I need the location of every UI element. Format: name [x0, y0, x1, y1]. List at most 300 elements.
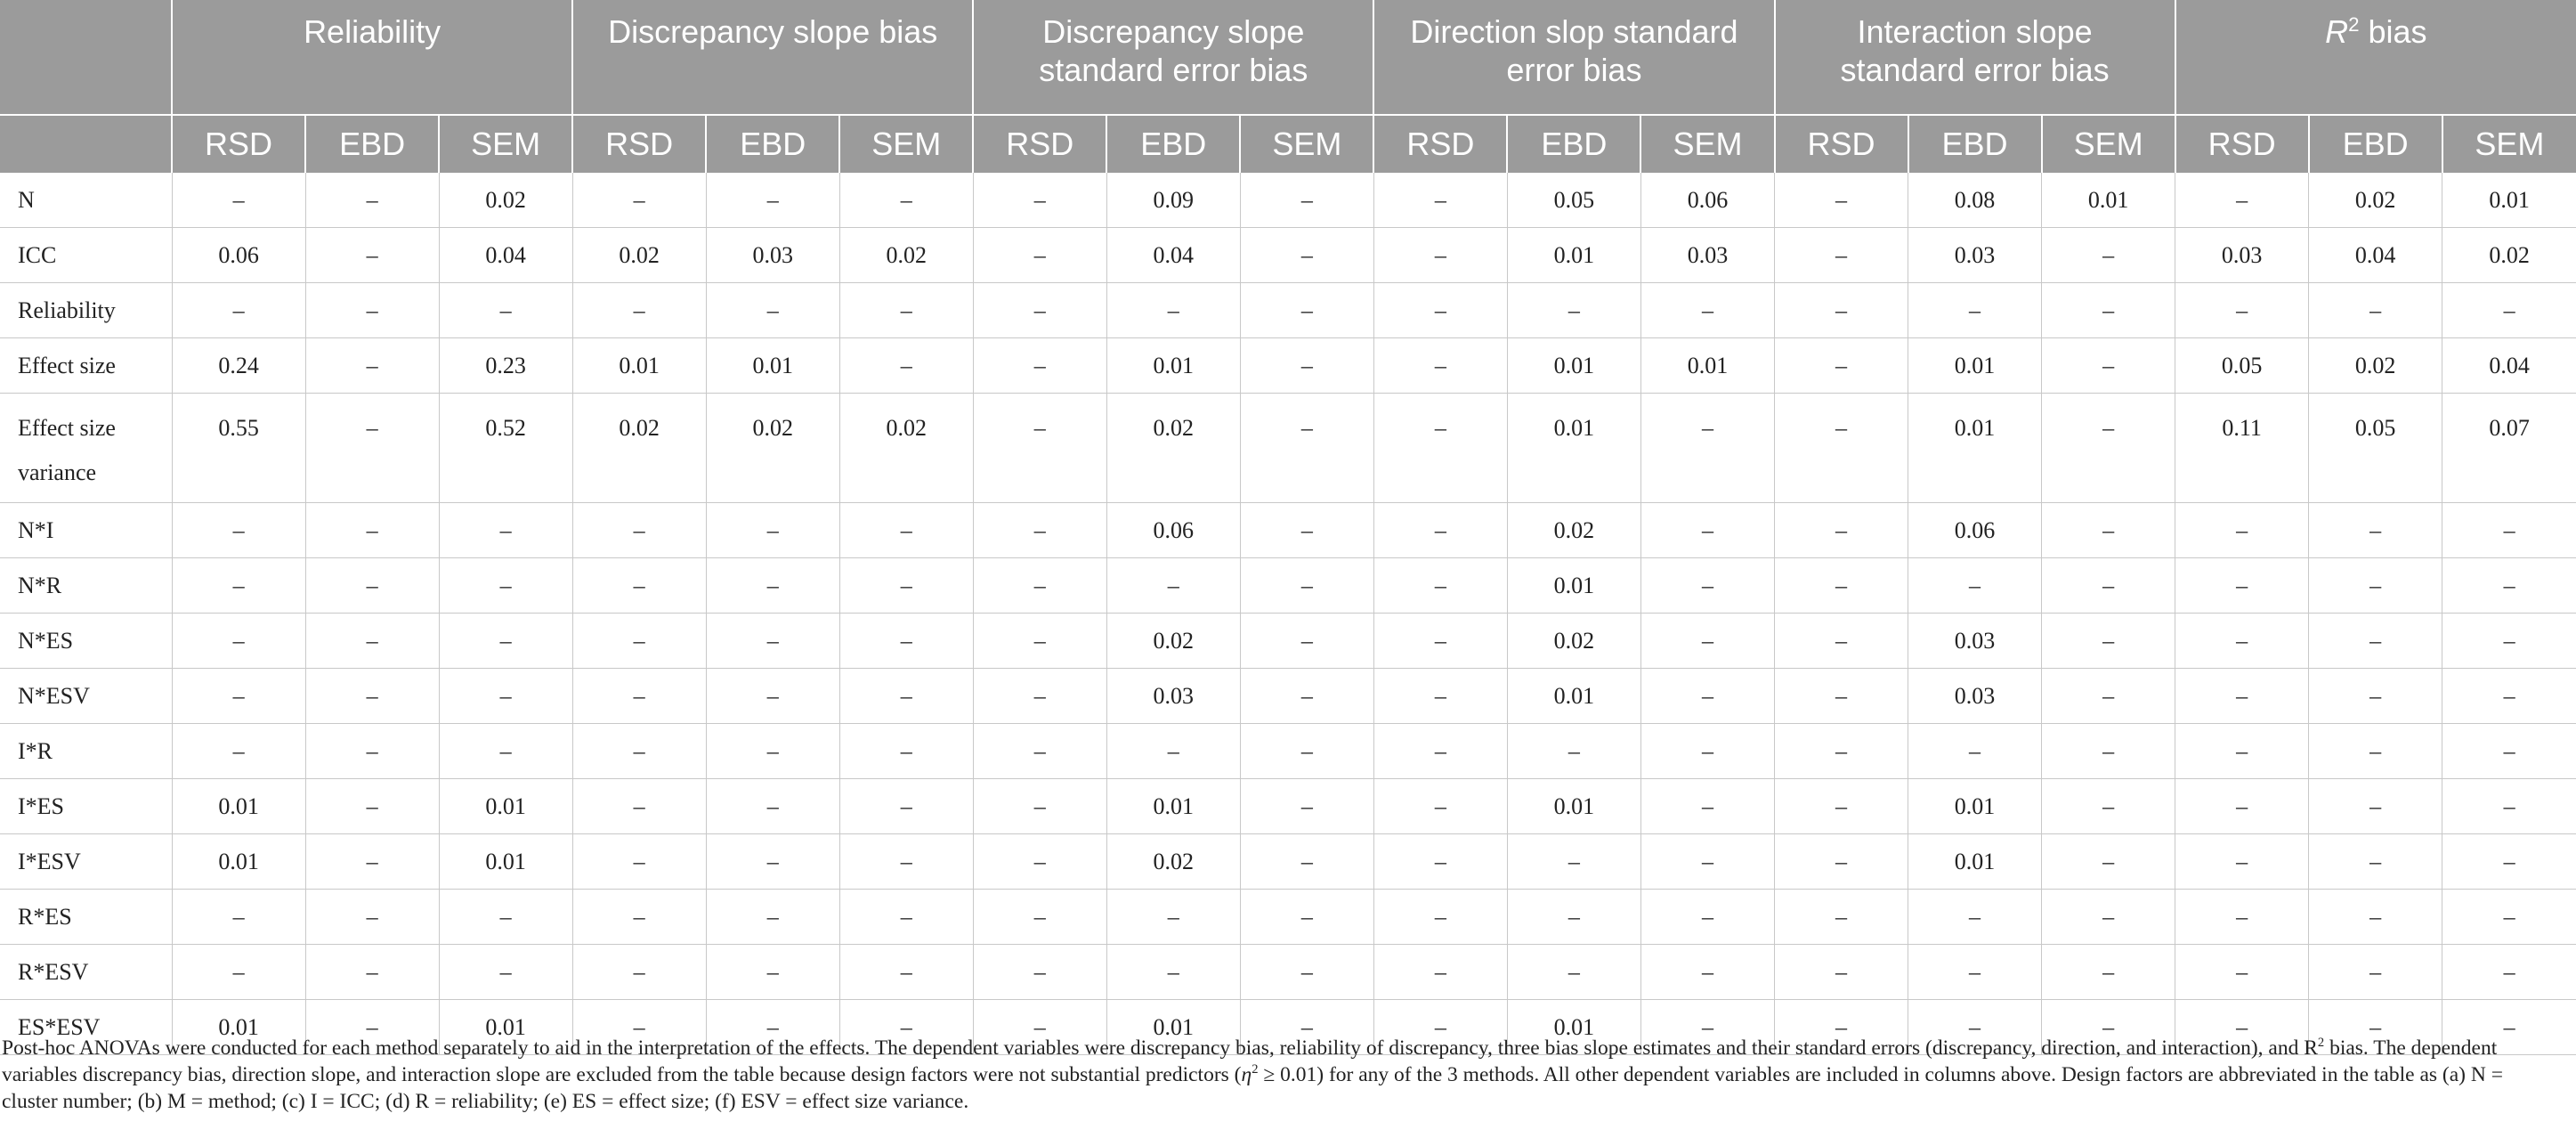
value-cell: 0.11 [2175, 394, 2309, 503]
value-cell: 0.03 [2175, 228, 2309, 283]
value-cell: – [1775, 890, 1908, 945]
value-cell: – [2309, 503, 2442, 558]
value-cell: – [1373, 338, 1507, 394]
value-cell: – [706, 890, 839, 945]
method-subheader: RSD [973, 115, 1106, 173]
group-header-label: Direction slop standard [1410, 13, 1738, 50]
method-subheader: SEM [1240, 115, 1373, 173]
row-label: Effect size [18, 352, 116, 378]
value-cell: – [1373, 669, 1507, 724]
value-cell: 0.01 [1106, 338, 1240, 394]
value-cell: – [305, 614, 439, 669]
value-cell: 0.07 [2442, 394, 2576, 503]
value-cell: – [1240, 890, 1373, 945]
row-label: R*ESV [18, 958, 89, 985]
value-cell: – [706, 283, 839, 338]
method-subheader: EBD [1908, 115, 2042, 173]
value-cell: 0.02 [572, 394, 706, 503]
value-cell: – [172, 724, 305, 779]
value-cell: – [706, 614, 839, 669]
row-label: I*ES [18, 792, 64, 819]
value-cell: – [2309, 834, 2442, 890]
method-subheader: SEM [2042, 115, 2175, 173]
value-cell: 0.01 [1908, 779, 2042, 834]
value-cell: – [1775, 945, 1908, 1000]
value-cell: – [973, 945, 1106, 1000]
value-cell: 0.08 [1908, 173, 2042, 228]
value-cell: – [439, 558, 572, 614]
value-cell: – [1640, 394, 1774, 503]
value-cell: – [1908, 724, 2042, 779]
value-cell: – [1240, 558, 1373, 614]
value-cell: 0.01 [1507, 228, 1640, 283]
value-cell: – [1775, 1000, 1908, 1055]
method-subheader: RSD [172, 115, 305, 173]
value-cell: – [2309, 779, 2442, 834]
table-row [0, 834, 2576, 890]
value-cell: 0.01 [1507, 558, 1640, 614]
value-cell: – [973, 228, 1106, 283]
value-cell: 0.01 [1908, 834, 2042, 890]
value-cell: – [439, 724, 572, 779]
value-cell: – [2042, 890, 2175, 945]
value-cell: 0.52 [439, 394, 572, 503]
value-cell: – [1240, 945, 1373, 1000]
value-cell: 0.55 [172, 394, 305, 503]
row-label: N*ES [18, 627, 74, 654]
value-cell: – [973, 669, 1106, 724]
footnote-superscript: 2 [1252, 1062, 1259, 1077]
value-cell: – [2042, 945, 2175, 1000]
value-cell: 0.01 [1507, 338, 1640, 394]
table-header [0, 0, 2576, 173]
row-label: N [18, 186, 35, 213]
value-cell: – [572, 283, 706, 338]
group-header-interaction-slope-se-bias [1775, 0, 2175, 115]
value-cell: – [305, 228, 439, 283]
value-cell: – [572, 779, 706, 834]
value-cell: 0.01 [1507, 1000, 1640, 1055]
value-cell: – [1240, 834, 1373, 890]
value-cell: – [2042, 503, 2175, 558]
value-cell: – [1240, 283, 1373, 338]
row-label: I*R [18, 737, 53, 764]
value-cell: – [706, 724, 839, 779]
group-header-label: Reliability [304, 13, 441, 50]
value-cell: – [1775, 338, 1908, 394]
value-cell: 0.02 [1106, 834, 1240, 890]
value-cell: – [2175, 890, 2309, 945]
value-cell: – [1240, 228, 1373, 283]
value-cell: – [706, 669, 839, 724]
table-body [0, 173, 2576, 1055]
value-cell: 0.01 [1640, 338, 1774, 394]
value-cell: 0.01 [572, 338, 706, 394]
value-cell: – [973, 890, 1106, 945]
value-cell: – [839, 779, 973, 834]
footnote-text-1: Post-hoc ANOVAs were conducted for each method separately to aid in the interpretation of the effects. The dependent variables were discrepancy bias, reliability of discrepancy, three bias slope estimates and their standard errors (discrepancy, direction, and interaction), and R [2, 1036, 2318, 1060]
value-cell: – [973, 779, 1106, 834]
row-label: ES*ESV [18, 1013, 101, 1040]
value-cell: – [305, 283, 439, 338]
value-cell: – [2442, 283, 2576, 338]
value-cell: 0.03 [1640, 228, 1774, 283]
value-cell: 0.01 [439, 779, 572, 834]
group-header-label: Discrepancy slope [1042, 13, 1305, 50]
row-label: N*ESV [18, 682, 90, 709]
value-cell: – [2042, 228, 2175, 283]
value-cell: – [839, 283, 973, 338]
row-label-cell [0, 173, 172, 228]
r-symbol: R [2325, 13, 2349, 50]
value-cell: – [172, 945, 305, 1000]
row-label-cell [0, 614, 172, 669]
value-cell: – [2175, 669, 2309, 724]
footnote-superscript: 2 [2317, 1036, 2325, 1051]
r-squared-superscript: 2 [2348, 13, 2360, 36]
value-cell: – [172, 283, 305, 338]
value-cell: – [1640, 945, 1774, 1000]
value-cell: 0.01 [2042, 173, 2175, 228]
value-cell: – [1106, 558, 1240, 614]
value-cell: – [973, 724, 1106, 779]
value-cell: – [439, 283, 572, 338]
row-label: N*I [18, 516, 54, 543]
value-cell: – [305, 503, 439, 558]
method-subheader: EBD [2309, 115, 2442, 173]
value-cell: – [305, 890, 439, 945]
value-cell: – [1775, 779, 1908, 834]
value-cell: – [706, 779, 839, 834]
row-label: R*ES [18, 903, 72, 930]
value-cell: 0.05 [2175, 338, 2309, 394]
row-label-cell [0, 338, 172, 394]
value-cell: 0.01 [172, 779, 305, 834]
value-cell: – [2442, 614, 2576, 669]
value-cell: – [2309, 669, 2442, 724]
value-cell: – [706, 503, 839, 558]
value-cell: – [1640, 890, 1774, 945]
value-cell: – [1775, 558, 1908, 614]
value-cell: – [2175, 1000, 2309, 1055]
value-cell: – [572, 724, 706, 779]
value-cell: – [1775, 394, 1908, 503]
value-cell: – [439, 503, 572, 558]
value-cell: – [439, 669, 572, 724]
value-cell: – [1373, 228, 1507, 283]
value-cell: – [2175, 779, 2309, 834]
value-cell: – [172, 669, 305, 724]
footnote-text-2: bias. The dependent variables discrepancy bias, direction slope, and interaction slope are excluded from the table because design factors were not substantial predictors ( [2, 1036, 2498, 1086]
value-cell: – [1373, 834, 1507, 890]
value-cell: – [572, 669, 706, 724]
table-row [0, 338, 2576, 394]
method-subheader: RSD [1373, 115, 1507, 173]
eta-symbol: η [1241, 1063, 1252, 1086]
value-cell: – [973, 283, 1106, 338]
value-cell: – [839, 338, 973, 394]
value-cell: – [839, 173, 973, 228]
value-cell: – [2309, 945, 2442, 1000]
value-cell: – [1240, 394, 1373, 503]
value-cell: – [2175, 614, 2309, 669]
value-cell: – [1507, 945, 1640, 1000]
value-cell: – [1240, 503, 1373, 558]
value-cell: – [973, 338, 1106, 394]
value-cell: – [1775, 503, 1908, 558]
value-cell: – [305, 173, 439, 228]
value-cell: – [1640, 724, 1774, 779]
method-subheader: SEM [839, 115, 973, 173]
value-cell: – [1775, 283, 1908, 338]
row-label: ICC [18, 241, 57, 268]
value-cell: – [1640, 779, 1774, 834]
value-cell: – [1373, 503, 1507, 558]
method-subheader: RSD [572, 115, 706, 173]
value-cell: – [706, 1000, 839, 1055]
value-cell: – [706, 558, 839, 614]
row-label-cell [0, 283, 172, 338]
footnote-text-3: ≥ 0.01) for any of the 3 methods. All other dependent variables are included in columns above. Design factors are abbreviated in the table as (a) N = cluster number; (b) M = method; (c) I = ICC; (d) R = reliability; (e) ES = effect size; (f) ESV = effect size variance. [2, 1063, 2503, 1113]
table-row [0, 228, 2576, 283]
value-cell: – [2175, 834, 2309, 890]
value-cell: – [2175, 945, 2309, 1000]
value-cell: 0.02 [706, 394, 839, 503]
value-cell: – [2309, 1000, 2442, 1055]
value-cell: – [706, 945, 839, 1000]
value-cell: – [572, 558, 706, 614]
value-cell: – [572, 173, 706, 228]
value-cell: – [439, 614, 572, 669]
value-cell: – [1775, 614, 1908, 669]
method-subheader: SEM [2442, 115, 2576, 173]
value-cell: – [1373, 890, 1507, 945]
value-cell: – [572, 890, 706, 945]
value-cell: 0.01 [172, 834, 305, 890]
row-label-cell [0, 558, 172, 614]
value-cell: 0.03 [1908, 228, 2042, 283]
value-cell: – [1775, 834, 1908, 890]
row-label-cell [0, 724, 172, 779]
value-cell: – [2042, 669, 2175, 724]
table-row [0, 558, 2576, 614]
value-cell: 0.02 [1106, 614, 1240, 669]
table-row [0, 614, 2576, 669]
sub-header-row [0, 115, 2576, 173]
row-label-cell [0, 890, 172, 945]
value-cell: 0.05 [2309, 394, 2442, 503]
method-subheader: EBD [1507, 115, 1640, 173]
value-cell: – [1240, 724, 1373, 779]
value-cell: – [1373, 283, 1507, 338]
value-cell: 0.01 [1507, 394, 1640, 503]
value-cell: – [2175, 173, 2309, 228]
value-cell: – [2442, 503, 2576, 558]
table-row [0, 724, 2576, 779]
value-cell: – [172, 558, 305, 614]
method-subheader: RSD [1775, 115, 1908, 173]
value-cell: – [1640, 503, 1774, 558]
value-cell: – [2042, 779, 2175, 834]
row-label-cell [0, 228, 172, 283]
table-row [0, 503, 2576, 558]
method-subheader: EBD [1106, 115, 1240, 173]
value-cell: 0.01 [439, 834, 572, 890]
table-row [0, 283, 2576, 338]
value-cell: – [1240, 338, 1373, 394]
group-header-reliability [172, 0, 572, 115]
row-label-cell [0, 503, 172, 558]
group-header-direction-slope-se-bias [1373, 0, 1774, 115]
table-row [0, 890, 2576, 945]
value-cell: – [1240, 173, 1373, 228]
value-cell: 0.01 [1507, 779, 1640, 834]
value-cell: 0.04 [1106, 228, 1240, 283]
value-cell: – [2175, 503, 2309, 558]
value-cell: – [1775, 669, 1908, 724]
value-cell: 0.01 [439, 1000, 572, 1055]
value-cell: – [1908, 945, 2042, 1000]
value-cell: – [572, 1000, 706, 1055]
row-label: N*R [18, 572, 62, 598]
value-cell: – [572, 614, 706, 669]
value-cell: – [1373, 558, 1507, 614]
value-cell: 0.06 [1106, 503, 1240, 558]
value-cell: – [1908, 283, 2042, 338]
group-header-label-line2: standard error bias [1840, 52, 2110, 88]
group-header-r2-bias [2175, 0, 2576, 115]
value-cell: 0.02 [1507, 503, 1640, 558]
table-row [0, 669, 2576, 724]
value-cell: 0.04 [439, 228, 572, 283]
value-cell: – [305, 945, 439, 1000]
value-cell: 0.01 [172, 1000, 305, 1055]
value-cell: – [1240, 669, 1373, 724]
value-cell: – [172, 503, 305, 558]
method-subheader: EBD [305, 115, 439, 173]
value-cell: – [839, 614, 973, 669]
value-cell: – [1507, 283, 1640, 338]
value-cell: 0.03 [1908, 614, 2042, 669]
group-header-label-line2: standard error bias [1039, 52, 1308, 88]
table-row [0, 394, 2576, 503]
method-subheader: EBD [706, 115, 839, 173]
row-label-cell [0, 394, 172, 503]
row-label-line2: variance [18, 459, 97, 485]
value-cell: 0.02 [572, 228, 706, 283]
value-cell: – [305, 779, 439, 834]
row-label: I*ESV [18, 848, 81, 874]
value-cell: – [572, 503, 706, 558]
value-cell: – [2309, 724, 2442, 779]
value-cell: 0.04 [2442, 338, 2576, 394]
value-cell: 0.09 [1106, 173, 1240, 228]
value-cell: – [2442, 890, 2576, 945]
group-header-discrepancy-slope-bias [572, 0, 973, 115]
value-cell: 0.02 [2309, 338, 2442, 394]
value-cell: – [2175, 724, 2309, 779]
corner-header-cell [0, 0, 172, 115]
value-cell: – [1507, 724, 1640, 779]
value-cell: – [2042, 283, 2175, 338]
value-cell: – [2309, 614, 2442, 669]
value-cell: – [2442, 669, 2576, 724]
value-cell: – [706, 834, 839, 890]
value-cell: 0.24 [172, 338, 305, 394]
value-cell: 0.01 [706, 338, 839, 394]
value-cell: – [973, 1000, 1106, 1055]
value-cell: 0.01 [1106, 779, 1240, 834]
value-cell: – [1106, 890, 1240, 945]
value-cell: 0.02 [839, 394, 973, 503]
value-cell: – [706, 173, 839, 228]
value-cell: – [2442, 834, 2576, 890]
corner-subheader-cell [0, 115, 172, 173]
value-cell: 0.03 [1908, 669, 2042, 724]
value-cell: – [973, 834, 1106, 890]
value-cell: 0.23 [439, 338, 572, 394]
value-cell: – [1240, 614, 1373, 669]
value-cell: – [2442, 779, 2576, 834]
value-cell: – [305, 338, 439, 394]
value-cell: – [2175, 283, 2309, 338]
value-cell: – [572, 945, 706, 1000]
group-header-label-line2: error bias [1506, 52, 1642, 88]
value-cell: – [2442, 558, 2576, 614]
group-header-label: Discrepancy slope bias [608, 13, 938, 50]
value-cell: 0.06 [1908, 503, 2042, 558]
row-label-cell [0, 945, 172, 1000]
value-cell: – [973, 503, 1106, 558]
value-cell: – [1908, 1000, 2042, 1055]
value-cell: 0.02 [2309, 173, 2442, 228]
value-cell: – [1640, 558, 1774, 614]
value-cell: 0.04 [2309, 228, 2442, 283]
value-cell: – [305, 834, 439, 890]
value-cell: – [839, 834, 973, 890]
value-cell: – [839, 890, 973, 945]
value-cell: – [1640, 1000, 1774, 1055]
method-subheader: SEM [439, 115, 572, 173]
group-header-label-tail: bias [2359, 13, 2427, 50]
value-cell: – [1775, 228, 1908, 283]
table-row [0, 779, 2576, 834]
value-cell: – [839, 669, 973, 724]
value-cell: – [2042, 834, 2175, 890]
value-cell: – [2042, 338, 2175, 394]
value-cell: – [1373, 173, 1507, 228]
value-cell: – [1640, 614, 1774, 669]
value-cell: – [172, 890, 305, 945]
value-cell: 0.01 [1908, 338, 2042, 394]
value-cell: – [1373, 945, 1507, 1000]
value-cell: – [839, 558, 973, 614]
value-cell: – [439, 945, 572, 1000]
value-cell: – [2042, 394, 2175, 503]
value-cell: – [1908, 890, 2042, 945]
value-cell: – [2309, 890, 2442, 945]
value-cell: 0.03 [1106, 669, 1240, 724]
value-cell: – [1106, 724, 1240, 779]
value-cell: – [973, 614, 1106, 669]
value-cell: – [2042, 1000, 2175, 1055]
row-label-cell [0, 779, 172, 834]
value-cell: – [2309, 558, 2442, 614]
value-cell: – [305, 394, 439, 503]
value-cell: – [1507, 834, 1640, 890]
value-cell: – [2042, 724, 2175, 779]
value-cell: – [1507, 890, 1640, 945]
